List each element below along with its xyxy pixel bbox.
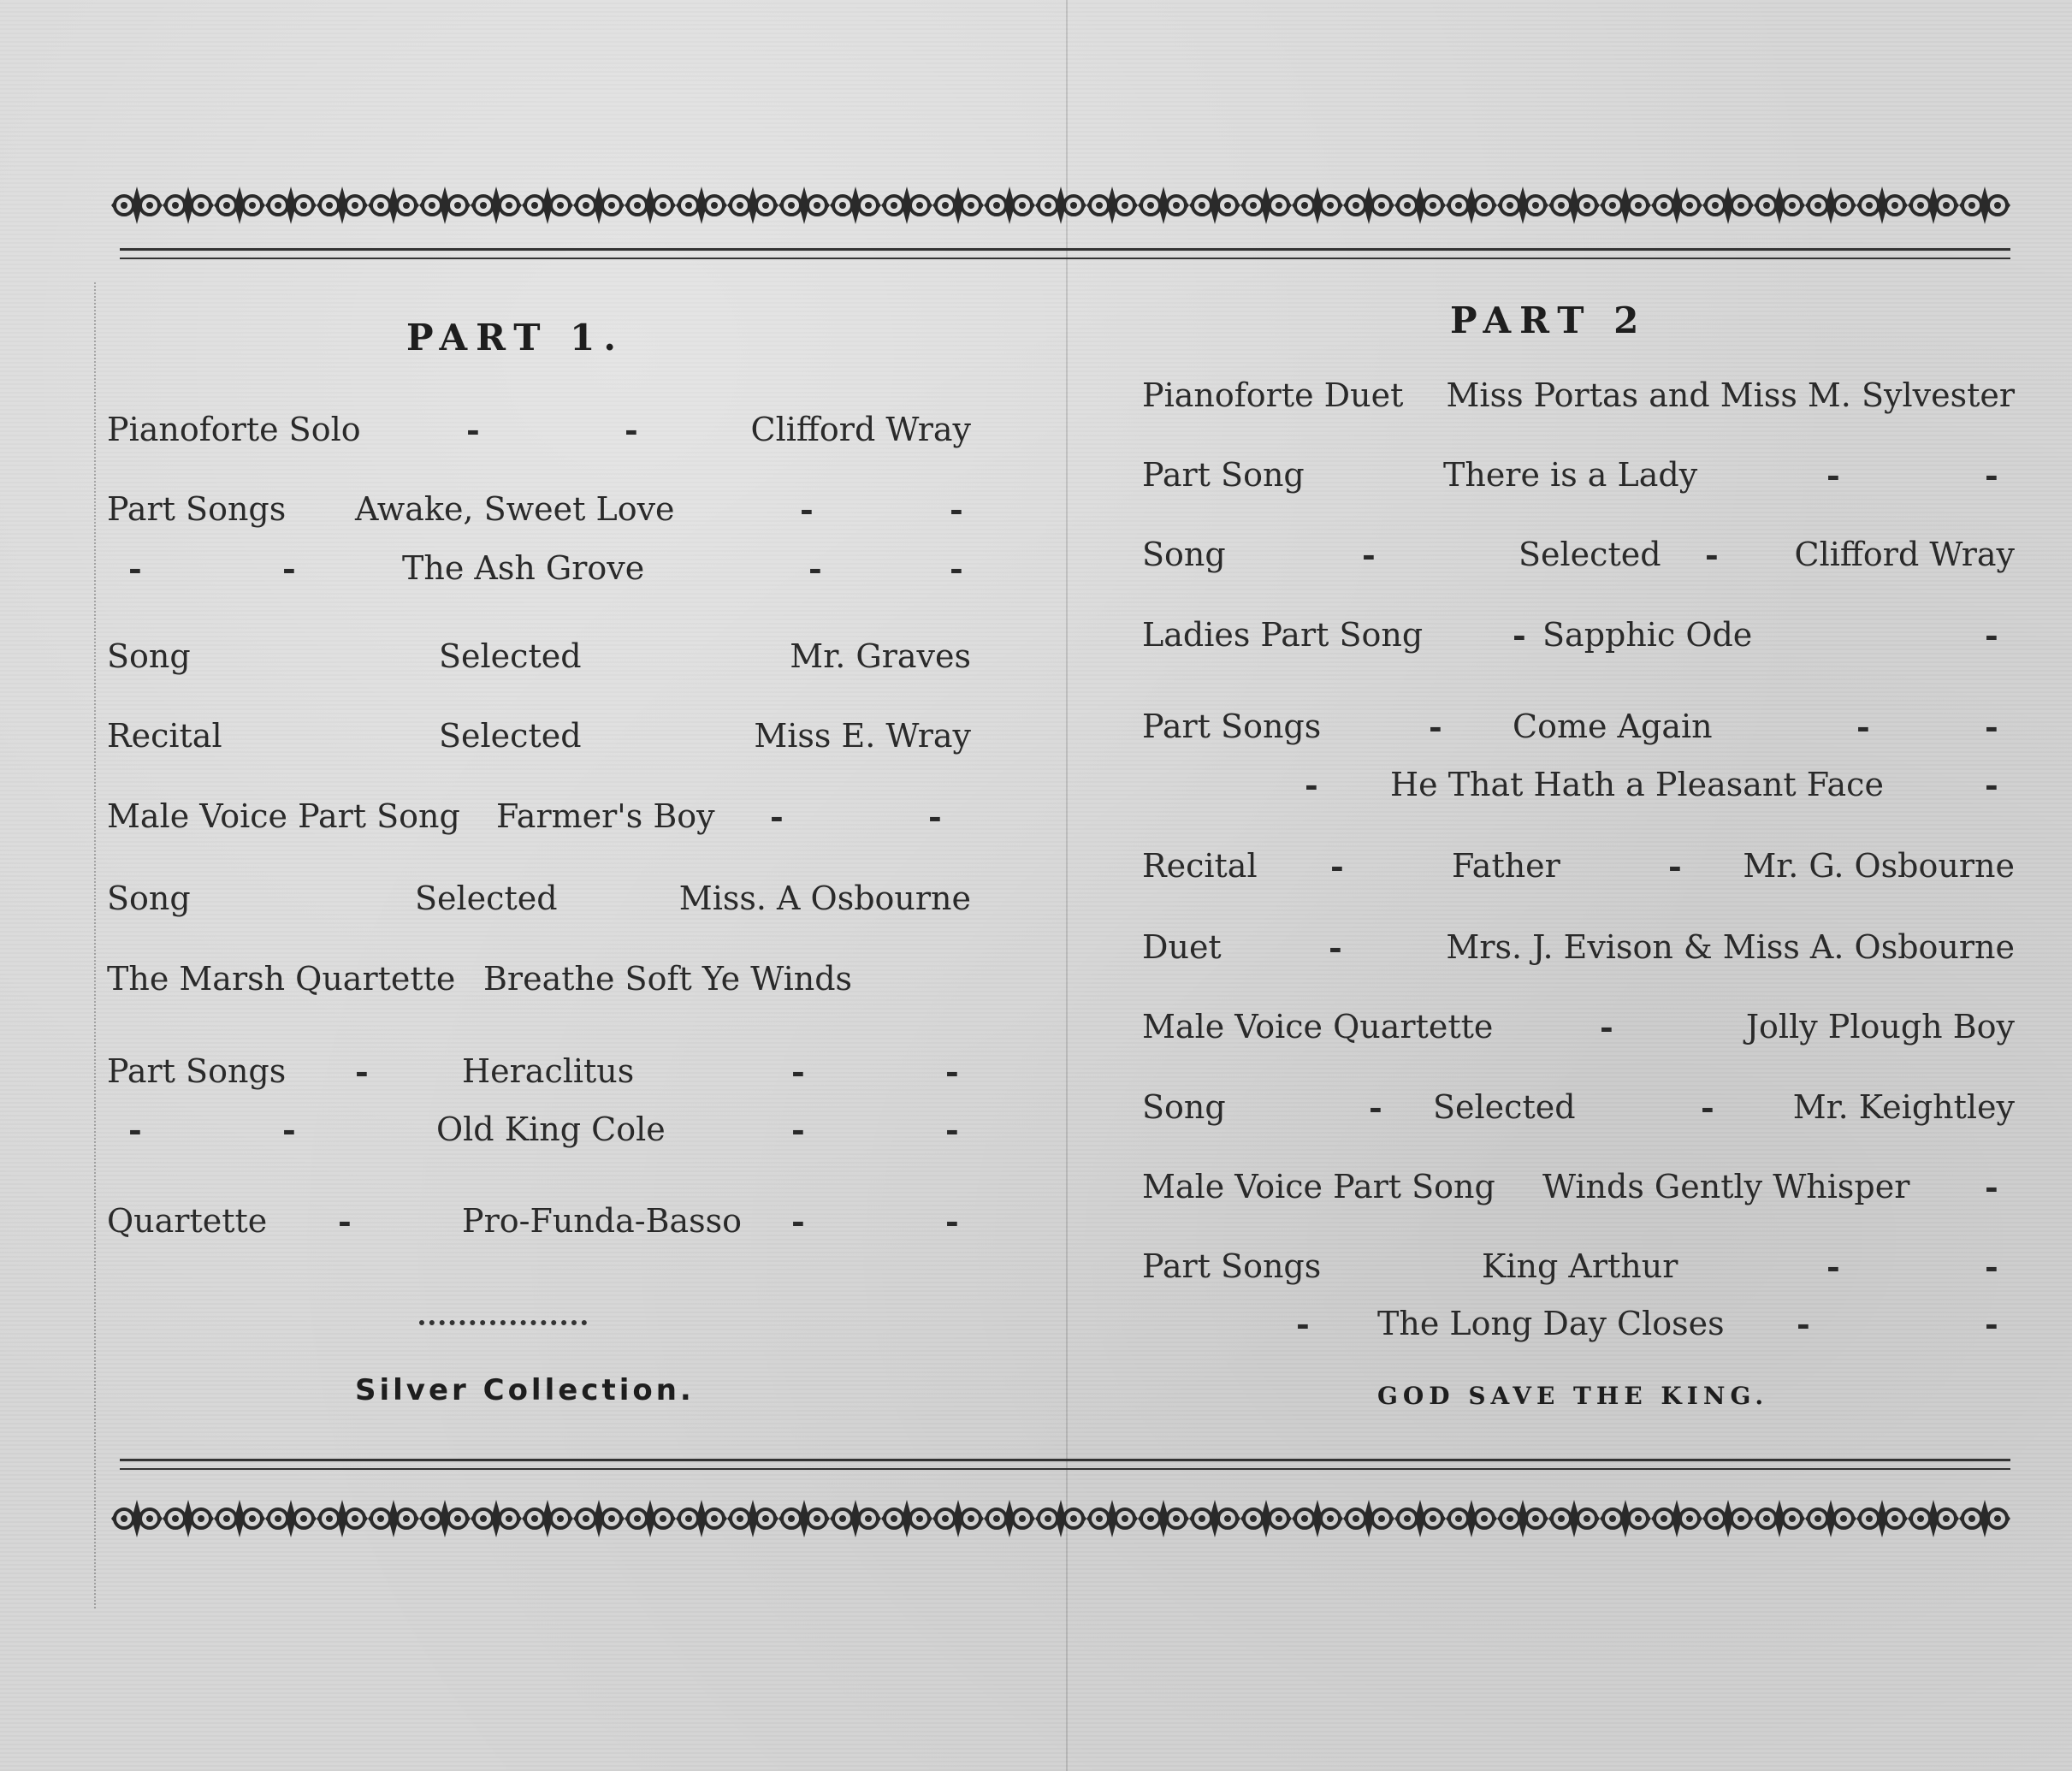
top-ornament-border: [111, 180, 2010, 231]
program-row: [1142, 1088, 2015, 1140]
item-performer: Mr. Keightley: [1792, 1088, 2015, 1126]
program-row: [1142, 616, 2015, 667]
part-2-footer: GOD SAVE THE KING.: [1377, 1382, 1769, 1410]
perforation-line: [94, 282, 96, 1608]
item-type: Song: [107, 637, 191, 675]
leader-dash: -: [1985, 1247, 1998, 1286]
leader-dash: -: [1429, 708, 1442, 746]
item-title: Old King Cole: [436, 1111, 666, 1148]
program-row: [107, 717, 980, 768]
leader-dash: -: [282, 549, 296, 588]
item-title: Selected: [1518, 536, 1661, 573]
item-type: Ladies Part Song: [1142, 616, 1424, 654]
leader-dash: -: [791, 1111, 805, 1149]
leader-dash: -: [1513, 616, 1526, 654]
item-title: Breathe Soft Ye Winds: [483, 960, 853, 998]
item-performer: Jolly Plough Boy: [1745, 1008, 2015, 1045]
top-double-rule: [120, 248, 2010, 259]
item-title: Awake, Sweet Love: [355, 490, 675, 528]
leader-dash: -: [128, 1111, 142, 1149]
bottom-ornament-border: [111, 1493, 2010, 1544]
item-performer: Mr. Graves: [790, 637, 971, 675]
item-title: The Long Day Closes: [1377, 1305, 1725, 1342]
program-row: [1142, 1008, 2015, 1059]
item-title: He That Hath a Pleasant Face: [1390, 766, 1884, 803]
program-row: [107, 549, 980, 601]
leader-dash: -: [945, 1111, 959, 1149]
leader-dash: -: [1369, 1088, 1382, 1127]
program-row: [107, 797, 980, 849]
program-row: [107, 1052, 980, 1104]
item-type: Song: [1142, 536, 1226, 573]
leader-dash: -: [1330, 847, 1344, 886]
part-2-column: [1142, 282, 2015, 1429]
item-type: Part Songs: [1142, 708, 1322, 745]
item-title: Miss Portas and Miss M. Sylvester: [1446, 376, 2015, 414]
item-type: Recital: [1142, 847, 1258, 885]
item-type: Pianoforte Duet: [1142, 376, 1404, 414]
leader-dash: -: [1985, 456, 1998, 495]
program-row: [1142, 708, 2015, 759]
program-row: [1142, 376, 2015, 428]
program-row: [107, 411, 980, 462]
program-row: [107, 960, 980, 1011]
item-title: There is a Lady: [1443, 456, 1698, 494]
item-type: Male Voice Quartette: [1142, 1008, 1494, 1045]
part-1-heading: PART 1.: [406, 317, 625, 358]
leader-dash: -: [466, 411, 480, 449]
leader-dash: -: [1701, 1088, 1714, 1127]
leader-dash: -: [1985, 1168, 1998, 1206]
leader-dash: -: [1797, 1305, 1810, 1343]
program-row: [107, 1202, 980, 1253]
item-title: Selected: [1433, 1088, 1576, 1126]
item-type: Song: [1142, 1088, 1226, 1126]
program-row: [1142, 766, 2015, 817]
item-title: Father: [1452, 847, 1560, 885]
leader-dash: -: [808, 549, 822, 588]
item-title: The Ash Grove: [402, 549, 645, 587]
leader-dash: -: [791, 1052, 805, 1091]
part-1-footer: Silver Collection.: [355, 1373, 695, 1407]
item-type: Recital: [107, 717, 222, 755]
item-title: Sapphic Ode: [1542, 616, 1753, 654]
part-1-column: [107, 291, 980, 1437]
leader-dash: -: [1296, 1305, 1310, 1343]
leader-dash: -: [1362, 536, 1376, 574]
leader-dash: -: [928, 797, 942, 836]
leader-dash: -: [1305, 766, 1318, 804]
leader-dash: -: [1826, 456, 1840, 495]
leader-dash: -: [1705, 536, 1719, 574]
leader-dash: -: [950, 490, 963, 529]
leader-dash: -: [1856, 708, 1870, 746]
program-row: [1142, 928, 2015, 980]
leader-dash: -: [1985, 1305, 1998, 1343]
leader-dash: -: [1985, 616, 1998, 654]
item-title: Selected: [415, 880, 558, 917]
leader-dash: -: [1826, 1247, 1840, 1286]
leader-dash: -: [338, 1202, 352, 1241]
program-row: [1142, 456, 2015, 507]
item-type: Part Song: [1142, 456, 1305, 494]
item-title: Mrs. J. Evison & Miss A. Osbourne: [1446, 928, 2015, 966]
program-row: [1142, 1168, 2015, 1219]
item-title: Selected: [439, 637, 582, 675]
item-type: Quartette: [107, 1202, 268, 1240]
leader-dash: -: [1600, 1008, 1613, 1046]
bottom-double-rule: [120, 1459, 2010, 1470]
program-row: [1142, 536, 2015, 587]
item-title: Winds Gently Whisper: [1542, 1168, 1910, 1205]
leader-dash: -: [625, 411, 638, 449]
item-performer: Miss E. Wray: [754, 717, 971, 755]
program-row: [107, 637, 980, 689]
leader-dash: -: [950, 549, 963, 588]
item-title: King Arthur: [1482, 1247, 1678, 1285]
item-type: Duet: [1142, 928, 1222, 966]
program-row: [107, 490, 980, 542]
item-performer: Mr. G. Osbourne: [1743, 847, 2015, 885]
item-type: Part Songs: [107, 490, 287, 528]
item-title: Heraclitus: [462, 1052, 635, 1090]
dotted-divider: [419, 1320, 587, 1332]
leader-dash: -: [1985, 708, 1998, 746]
leader-dash: -: [355, 1052, 369, 1091]
item-title: Come Again: [1513, 708, 1713, 745]
leader-dash: -: [770, 797, 784, 836]
item-type: Pianoforte Solo: [107, 411, 361, 448]
leader-dash: -: [1329, 928, 1342, 967]
leader-dash: -: [945, 1202, 959, 1241]
program-row: [1142, 1247, 2015, 1299]
leader-dash: -: [282, 1111, 296, 1149]
leader-dash: -: [945, 1052, 959, 1091]
item-performer: Miss. A Osbourne: [678, 880, 971, 917]
item-performer: Clifford Wray: [750, 411, 971, 448]
leader-dash: -: [128, 549, 142, 588]
leader-dash: -: [800, 490, 814, 529]
item-performer: Clifford Wray: [1794, 536, 2015, 573]
program-row: [1142, 1305, 2015, 1356]
item-type: Part Songs: [107, 1052, 287, 1090]
leader-dash: -: [1985, 766, 1998, 804]
part-2-heading: PART 2: [1450, 299, 1648, 341]
item-title: Selected: [439, 717, 582, 755]
item-type: The Marsh Quartette: [107, 960, 456, 998]
program-row: [107, 1111, 980, 1162]
leader-dash: -: [1668, 847, 1682, 886]
item-title: Pro-Funda-Basso: [462, 1202, 743, 1240]
item-type: Song: [107, 880, 191, 917]
item-title: Farmer's Boy: [496, 797, 715, 835]
item-type: Male Voice Part Song: [107, 797, 460, 835]
program-row: [107, 880, 980, 931]
item-type: Part Songs: [1142, 1247, 1322, 1285]
program-row: [1142, 847, 2015, 898]
item-type: Male Voice Part Song: [1142, 1168, 1495, 1205]
leader-dash: -: [791, 1202, 805, 1241]
